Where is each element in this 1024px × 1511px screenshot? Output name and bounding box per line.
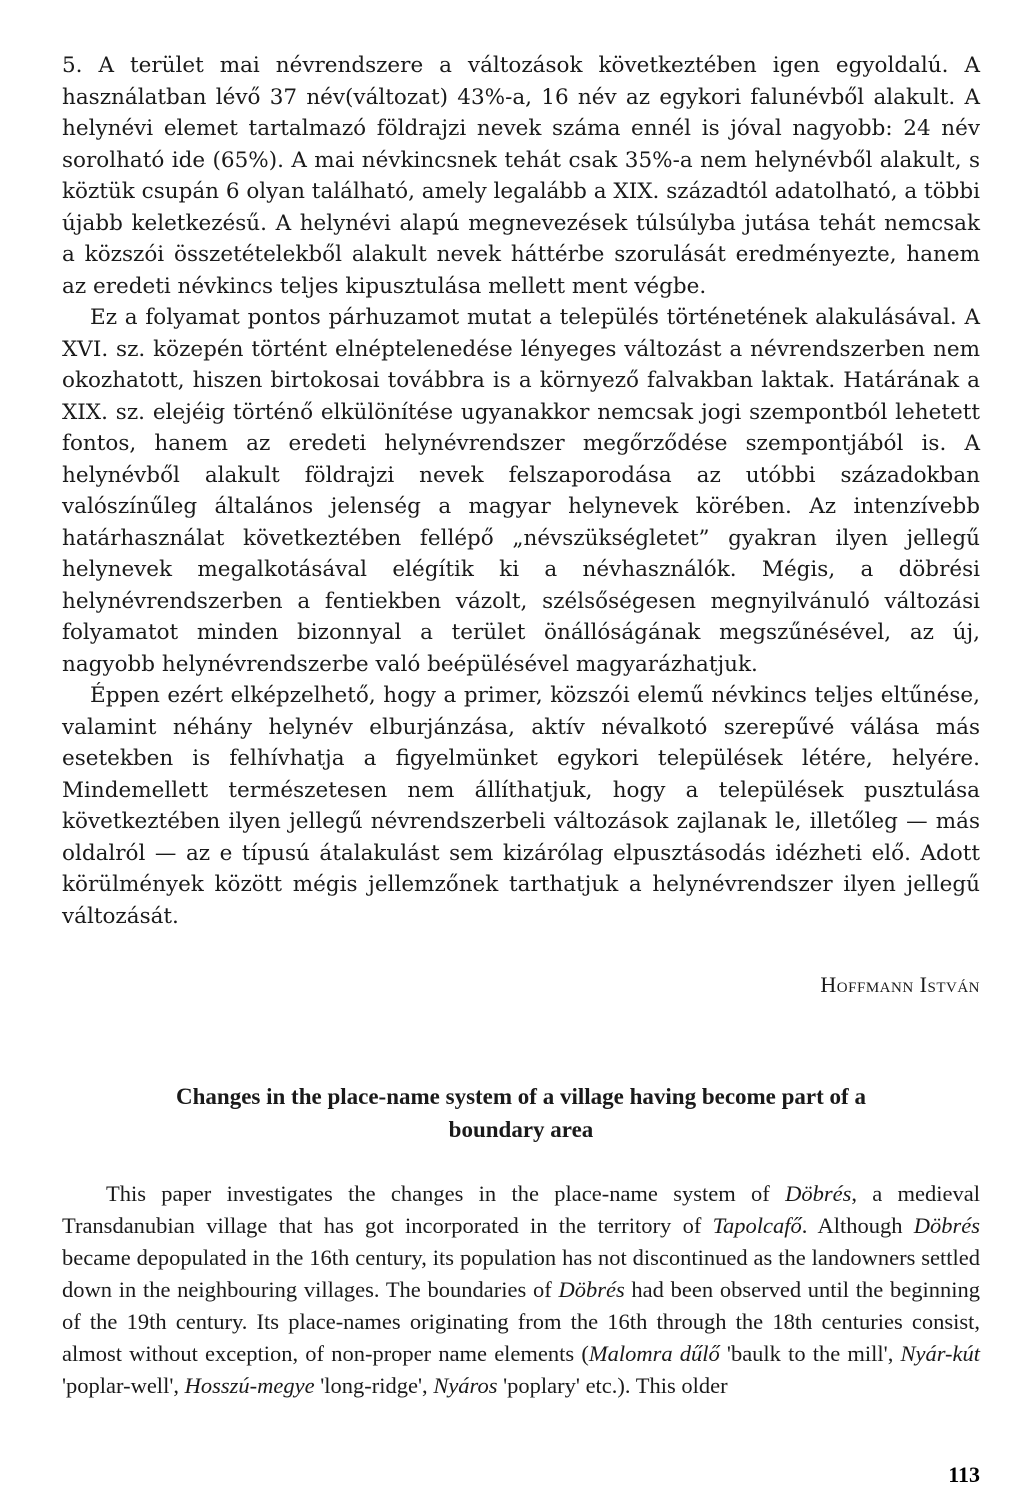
paragraph-1: 5. A terület mai névrendszere a változások következtében igen egyoldalú. A használatban lévő 37 név(változat) 43%-a, 16 név az egykori falunévből alakult. A helynévi elemet tartalmazó földrajzi nevek száma ennél is jóval nagyobb: 24 név sorolható ide (65%). A mai névkincsnek tehát csak 35%-a nem helynévből alakult, s köztük csupán 6 olyan található, amely legalább a XIX. századtól adatolható, a többi újabb keletkezésű. A helynévi alapú megnevezések túlsúlyba jutása tehát nemcsak a közszói összetételekből alakult nevek háttérbe szorulását eredményezte, hanem az eredeti névkincs teljes kipusztulása mellett ment végbe. xyxy=(62,53,981,299)
text-run: This paper investigates the changes in the place-name system of xyxy=(106,1181,786,1206)
place-name: Döbrés xyxy=(785,1181,852,1206)
english-summary-title: Changes in the place-name system of a village having become part of a boundary area xyxy=(176,1084,866,1142)
gloss: 'long-ridge', xyxy=(314,1373,434,1398)
example-name: Hosszú-megye xyxy=(184,1373,315,1398)
text-run: became depopulated in the 16th century, its population has not discontinued as the landowners settled down in the neighbouring villages. The boundaries of xyxy=(62,1245,980,1302)
author-name: Hoffmann István xyxy=(820,972,980,997)
place-name: Döbrés xyxy=(558,1277,625,1302)
example-name: Nyár-kút xyxy=(900,1341,981,1366)
page-content xyxy=(62,50,980,1402)
text-run: , a medieval Transdanubian village that has got incorporated in the territory of xyxy=(62,1181,981,1238)
place-name: Tapolcafő xyxy=(712,1213,802,1238)
example-name: Malomra dűlő xyxy=(588,1341,720,1366)
page-number: 113 xyxy=(948,1462,980,1487)
paragraph-2: Ez a folyamat pontos párhuzamot mutat a település történetének alakulásával. A XVI. sz. közepén történt elnéptelenedése lényeges változást a névrendszerben nem okozhatott, hiszen birtokosai továbbra is a környező falvakban laktak. Határának a XIX. sz. elejéig történő elkülönítése ugyanakkor nemcsak jogi szempontból lehetett fontos, hanem az eredeti helynévrendszer megőrződése szempontjából is. A helynévből alakult földrajzi nevek felszaporodása az utóbbi századokban valószínűleg általános jelenség a magyar helynevek körében. Az intenzívebb határhasználat következtében fellépő „névszükségletet” gyakran ilyen jellegű helynevek megalkotásával elégítik ki a névhasználók. Mégis, a döbrési helynévrendszerben a fentiekben vázolt, szélsőségesen megnyilvánuló változási folyamatot minden bizonnyal a terület önállóságának megszűnésével, az új, nagyobb helynévrendszerbe való beépülésével magyarázhatjuk. xyxy=(62,305,980,677)
text-run: had been observed until the beginning of the 19th century. Its place-names originating from the 16th through the 18th centuries consist, almost without exception, of non-proper name elements ( xyxy=(62,1277,980,1366)
hungarian-text xyxy=(62,50,980,932)
english-summary xyxy=(62,1178,980,1402)
paragraph-3: Éppen ezért elképzelhető, hogy a primer, közszói elemű névkincs teljes eltűnése, valamint néhány helynév elburjánzása, aktív névalkotó szerepűvé válása más esetekben is felhívhatja a figyelmünket egykori települések létére, helyére. Mindemellett természetesen nem állíthatjuk, hogy a települések pusztulása következtében ilyen jellegű névrendszerbeli változások zajlanak le, illetőleg — más oldalról — az e típusú átalakulást sem kizárólag elpusztásodás idézheti elő. Adott körülmények között mégis jellemzőnek tarthatjuk a helynévrendszer ilyen jellegű változását. xyxy=(62,683,980,929)
english-paragraph xyxy=(62,1178,980,1402)
text-run: . Although xyxy=(801,1213,914,1238)
gloss: 'poplary' etc.). This older xyxy=(497,1373,728,1398)
place-name: Döbrés xyxy=(913,1213,980,1238)
gloss: 'baulk to the mill', xyxy=(719,1341,901,1366)
gloss: 'poplar-well', xyxy=(62,1373,185,1398)
example-name: Nyáros xyxy=(433,1373,498,1398)
